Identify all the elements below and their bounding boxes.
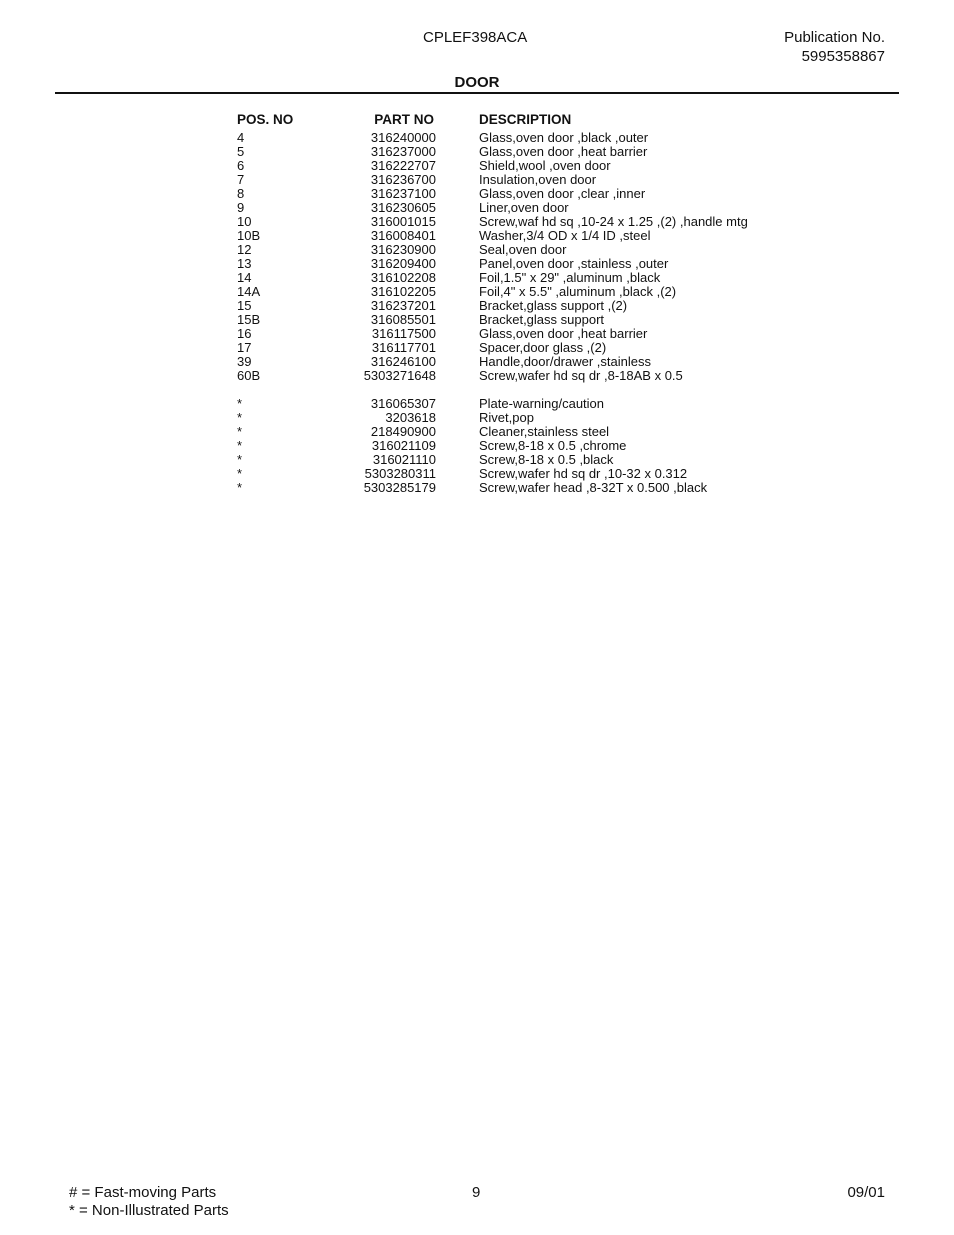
table-row	[237, 355, 837, 369]
column-header-desc: DESCRIPTION	[479, 112, 572, 127]
pos-number: 15B	[237, 312, 261, 327]
pos-number: 14	[237, 270, 252, 285]
pos-number: *	[237, 424, 243, 439]
part-number: 316222707	[370, 158, 436, 173]
pos-number: *	[237, 410, 243, 425]
table-row	[237, 243, 837, 257]
pos-number: 10	[237, 214, 252, 229]
table-row	[237, 173, 837, 187]
section-title: DOOR	[454, 74, 500, 91]
table-row	[237, 439, 837, 453]
pos-number: 14A	[237, 284, 261, 299]
pos-number: 13	[237, 256, 252, 271]
part-number: 316117500	[371, 326, 436, 341]
table-row	[237, 145, 837, 159]
publication-number: 5995358867	[801, 48, 885, 65]
pos-number: 16	[237, 326, 252, 341]
part-number: 316237000	[370, 144, 436, 159]
table-row	[237, 159, 837, 173]
table-row	[237, 257, 837, 271]
part-number: 316240000	[370, 130, 436, 145]
part-number: 316236700	[370, 172, 436, 187]
model-number: CPLEF398ACA	[423, 29, 528, 46]
legend-fast-moving: # = Fast-moving Parts	[69, 1184, 217, 1201]
pos-number: 12	[237, 242, 252, 257]
part-number: 316102205	[370, 284, 436, 299]
pos-number: 60B	[237, 368, 261, 383]
part-number: 316021109	[371, 438, 436, 453]
pos-number: 15	[237, 298, 252, 313]
table-row	[237, 481, 837, 495]
part-number: 316102208	[370, 270, 436, 285]
table-row	[237, 131, 837, 145]
pos-number: 10B	[237, 228, 261, 243]
part-description: Washer,3/4 OD x 1/4 ID ,steel	[479, 228, 651, 243]
pos-number: 4	[237, 130, 245, 145]
page-number: 9	[472, 1184, 481, 1201]
table-row	[237, 271, 837, 285]
part-number: 316065307	[370, 396, 436, 411]
part-description: Screw,wafer head ,8-32T x 0.500 ,black	[479, 480, 708, 495]
table-row	[237, 369, 837, 383]
pos-number: *	[237, 480, 243, 495]
part-description: Bracket,glass support	[479, 312, 605, 327]
table-row	[237, 201, 837, 215]
part-description: Screw,8-18 x 0.5 ,black	[479, 452, 614, 467]
table-header	[237, 112, 837, 128]
part-description: Shield,wool ,oven door	[479, 158, 611, 173]
pos-number: *	[237, 466, 243, 481]
part-description: Foil,1.5" x 29" ,aluminum ,black	[479, 270, 661, 285]
part-description: Screw,wafer hd sq dr ,8-18AB x 0.5	[479, 368, 683, 383]
column-header-pos: POS. NO	[237, 112, 294, 127]
part-description: Rivet,pop	[479, 410, 534, 425]
pos-number: 17	[237, 340, 252, 355]
part-number: 316209400	[370, 256, 436, 271]
part-description: Screw,waf hd sq ,10-24 x 1.25 ,(2) ,handle mtg	[479, 214, 748, 229]
part-number: 316001015	[370, 214, 436, 229]
part-description: Bracket,glass support ,(2)	[479, 298, 628, 313]
part-description: Seal,oven door	[479, 242, 567, 257]
table-row	[237, 299, 837, 313]
pos-number: 39	[237, 354, 252, 369]
pos-number: 9	[237, 200, 245, 215]
table-row	[237, 453, 837, 467]
part-number: 218490900	[370, 424, 436, 439]
column-header-part: PART NO	[374, 112, 434, 127]
non-illustrated-rows	[237, 397, 837, 495]
table-row	[237, 467, 837, 481]
part-description: Glass,oven door ,clear ,inner	[479, 186, 646, 201]
table-row	[237, 425, 837, 439]
part-number: 5303285179	[363, 480, 436, 495]
pos-number: 6	[237, 158, 245, 173]
part-number: 3203618	[385, 410, 436, 425]
table-row	[237, 285, 837, 299]
part-description: Glass,oven door ,black ,outer	[479, 130, 649, 145]
pos-number: 8	[237, 186, 245, 201]
table-row	[237, 215, 837, 229]
parts-table	[237, 112, 837, 495]
legend-non-illustrated: * = Non-Illustrated Parts	[69, 1202, 229, 1219]
pos-number: *	[237, 396, 243, 411]
part-number: 316021110	[372, 452, 436, 467]
part-description: Screw,wafer hd sq dr ,10-32 x 0.312	[479, 466, 688, 481]
pos-number: *	[237, 452, 243, 467]
part-number: 316237201	[370, 298, 436, 313]
part-number: 316230605	[370, 200, 436, 215]
part-description: Handle,door/drawer ,stainless	[479, 354, 651, 369]
part-number: 316230900	[370, 242, 436, 257]
part-number: 316085501	[370, 312, 436, 327]
part-description: Glass,oven door ,heat barrier	[479, 144, 648, 159]
pos-number: 5	[237, 144, 245, 159]
header-rule	[55, 92, 899, 94]
publication-date: 09/01	[847, 1184, 885, 1201]
table-row	[237, 397, 837, 411]
table-row	[237, 341, 837, 355]
publication-label: Publication No.	[784, 29, 885, 46]
part-description: Screw,8-18 x 0.5 ,chrome	[479, 438, 627, 453]
part-description: Liner,oven door	[479, 200, 569, 215]
part-number: 316246100	[370, 354, 436, 369]
part-number: 316117701	[371, 340, 436, 355]
part-description: Cleaner,stainless steel	[479, 424, 610, 439]
part-description: Glass,oven door ,heat barrier	[479, 326, 648, 341]
part-number: 5303271648	[363, 368, 436, 383]
part-number: 5303280311	[364, 466, 436, 481]
part-description: Panel,oven door ,stainless ,outer	[479, 256, 669, 271]
part-description: Spacer,door glass ,(2)	[479, 340, 607, 355]
table-row	[237, 313, 837, 327]
part-number: 316237100	[370, 186, 436, 201]
part-description: Foil,4" x 5.5" ,aluminum ,black ,(2)	[479, 284, 677, 299]
part-description: Plate-warning/caution	[479, 396, 605, 411]
table-row	[237, 229, 837, 243]
pos-number: *	[237, 438, 243, 453]
table-row	[237, 411, 837, 425]
table-row	[237, 327, 837, 341]
part-number: 316008401	[370, 228, 436, 243]
table-row	[237, 187, 837, 201]
part-description: Insulation,oven door	[479, 172, 597, 187]
parts-rows	[237, 131, 837, 383]
section-gap	[237, 383, 837, 397]
pos-number: 7	[237, 172, 245, 187]
